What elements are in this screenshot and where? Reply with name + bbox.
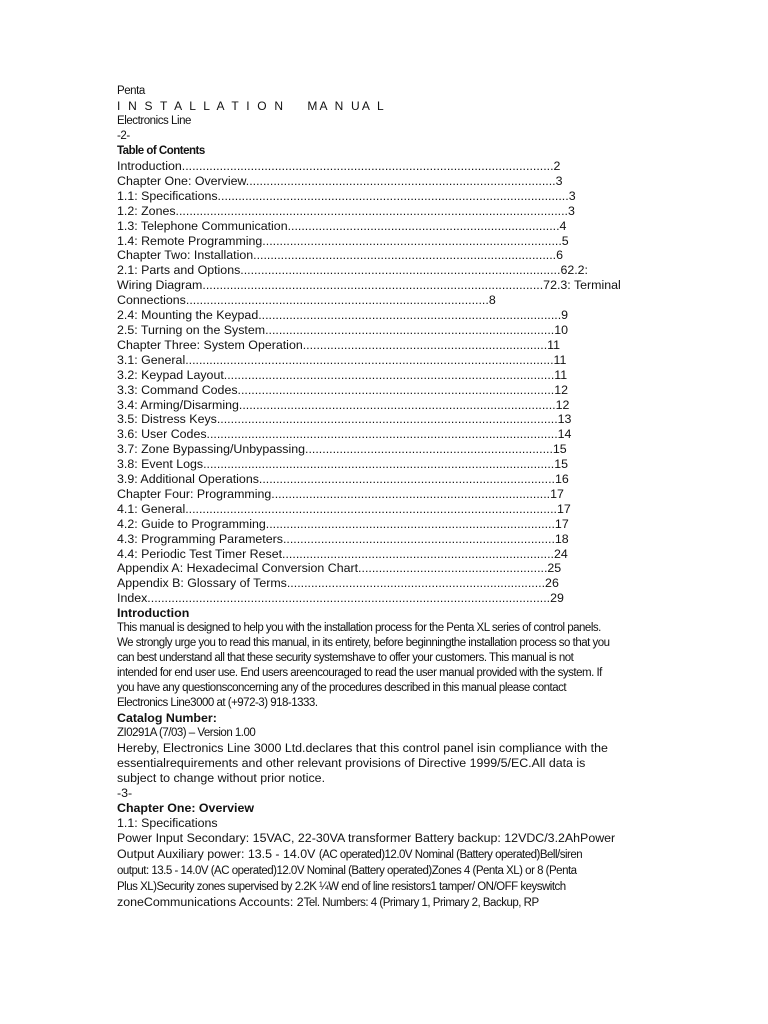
paragraph-line: can best understand all that these security systemshave to offer your customers. This manual is not	[117, 652, 574, 665]
toc-entry[interactable]: Index.....................................................................................................................29	[117, 591, 564, 606]
page-number-3: -3-	[117, 786, 133, 801]
toc-entry[interactable]: 3.3: Command Codes............................................................................................12	[117, 382, 569, 397]
spec-text: Power Input Secondary: 15VAC, 22-30VA transformer Battery backup: 12VDC/3.2AhPower	[117, 831, 616, 846]
toc-entry[interactable]: Wiring Diagram...................................................................................................72.3: Terminal	[117, 278, 621, 293]
toc-entry[interactable]: 2.4: Mounting the Keypad........................................................................................9	[117, 308, 569, 323]
toc-entry[interactable]: 4.1: General............................................................................................................17	[117, 501, 571, 516]
manual-title: I N S T A L L A T I O N MA N UA L	[117, 99, 386, 113]
catalog-version: ZI0291A (7/03) – Version 1.00	[117, 727, 256, 740]
paragraph-line: Electronics Line3000 at (+972-3) 918-1333.	[117, 697, 318, 710]
paragraph-line: essentialrequirements and other relevant provisions of Directive 1999/5/EC.All data is	[117, 756, 586, 771]
spec-line	[117, 831, 649, 847]
toc-entry[interactable]: Chapter Three: System Operation.......................................................................11	[117, 337, 561, 352]
toc-entry[interactable]: 1.3: Telephone Communication...............................................................................4	[117, 218, 567, 233]
spec-line	[117, 895, 649, 911]
toc-entry[interactable]: 3.2: Keypad Layout................................................................................................11	[117, 367, 568, 382]
toc-entry[interactable]: 3.9: Additional Operations......................................................................................16	[117, 472, 569, 487]
toc-entry[interactable]: 3.7: Zone Bypassing/Unbypassing........................................................................15	[117, 442, 567, 457]
specifications-paragraph	[117, 831, 649, 911]
chapter-one-heading: Chapter One: Overview	[117, 801, 255, 816]
toc-entry[interactable]: 3.8: Event Logs......................................................................................................15	[117, 457, 569, 472]
spec-text: (AC operated)12.0V Nominal (Battery operated)Bell/siren	[318, 849, 583, 862]
toc-entry[interactable]: Chapter One: Overview..........................................................................................3	[117, 173, 563, 188]
spec-line	[117, 879, 649, 895]
spec-line	[117, 863, 649, 879]
catalog-heading: Catalog Number:	[117, 711, 217, 726]
toc-entry[interactable]: Chapter Four: Programming.................................................................................17	[117, 486, 564, 501]
compliance-paragraph	[117, 741, 649, 786]
spec-line	[117, 847, 649, 863]
toc-entry[interactable]: 3.6: User Codes......................................................................................................14	[117, 427, 572, 442]
toc-entry[interactable]: 1.2: Zones..................................................................................................................3	[117, 203, 575, 218]
paragraph-line: Hereby, Electronics Line 3000 Ltd.declares that this control panel isin compliance with the	[117, 741, 608, 756]
toc-entry[interactable]: Chapter Two: Installation........................................................................................6	[117, 248, 563, 263]
toc-entry[interactable]: Appendix B: Glossary of Terms...........................................................................26	[117, 576, 559, 591]
toc-entry[interactable]: 3.1: General...........................................................................................................11	[117, 352, 567, 367]
section-title: 1.1: Specifications	[117, 816, 218, 831]
introduction-paragraph	[117, 621, 649, 711]
spec-text: Plus XL)Security zones supervised by 2.2K ¼W end of line resistors1 tamper/ ON/OFF keyswitch	[117, 881, 566, 894]
toc-entry[interactable]: Introduction............................................................................................................2	[117, 159, 561, 173]
toc-entry[interactable]: 2.1: Parts and Options.............................................................................................62.2:	[117, 263, 589, 278]
paragraph-line: intended for end user use. End users areencouraged to read the user manual provided with the system. If	[117, 667, 602, 680]
company-name: Electronics Line	[117, 115, 191, 127]
paragraph-line: This manual is designed to help you with the installation process for the Penta XL series of control panels.	[117, 622, 601, 635]
document-page	[117, 84, 649, 911]
spec-text: Tel. Numbers: 4 (Primary 1, Primary 2, Backup, RP	[303, 897, 539, 910]
spec-text: Output Auxiliary power: 13.5 - 14.0V	[117, 847, 319, 862]
toc-entry[interactable]: Connections........................................................................................8	[117, 293, 496, 308]
spec-text: zoneCommunications Accounts: 2	[117, 895, 304, 910]
toc-entry[interactable]: 4.2: Guide to Programming....................................................................................17	[117, 516, 569, 531]
toc-entry[interactable]: 4.4: Periodic Test Timer Reset...............................................................................24	[117, 546, 568, 561]
toc-entry[interactable]: 1.1: Specifications......................................................................................................3	[117, 188, 576, 203]
toc-entry[interactable]: 2.5: Turning on the System....................................................................................10	[117, 322, 569, 337]
paragraph-line: subject to change without prior notice.	[117, 771, 326, 786]
spec-text: output: 13.5 - 14.0V (AC operated)12.0V Nominal (Battery operated)Zones 4 (Penta XL) or 8 (Penta	[117, 865, 577, 878]
paragraph-line: you have any questionsconcerning any of the procedures described in this manual please contact	[117, 682, 567, 695]
toc-entry[interactable]: 3.5: Distress Keys...................................................................................................13	[117, 412, 572, 427]
page-number-2: -2-	[117, 130, 130, 142]
toc-entry[interactable]: 3.4: Arming/Disarming............................................................................................12	[117, 397, 570, 412]
introduction-heading: Introduction	[117, 606, 190, 621]
toc-entry[interactable]: 1.4: Remote Programming.......................................................................................5	[117, 233, 569, 248]
toc-heading: Table of Contents	[117, 145, 205, 157]
toc-list	[117, 159, 649, 606]
paragraph-line: We strongly urge you to read this manual, in its entirety, before beginningthe installation process so that you	[117, 637, 610, 650]
toc-entry[interactable]: Appendix A: Hexadecimal Conversion Chart.......................................................25	[117, 561, 562, 576]
toc-entry[interactable]: 4.3: Programming Parameters...............................................................................18	[117, 531, 569, 546]
brand-name: Penta	[117, 85, 145, 97]
